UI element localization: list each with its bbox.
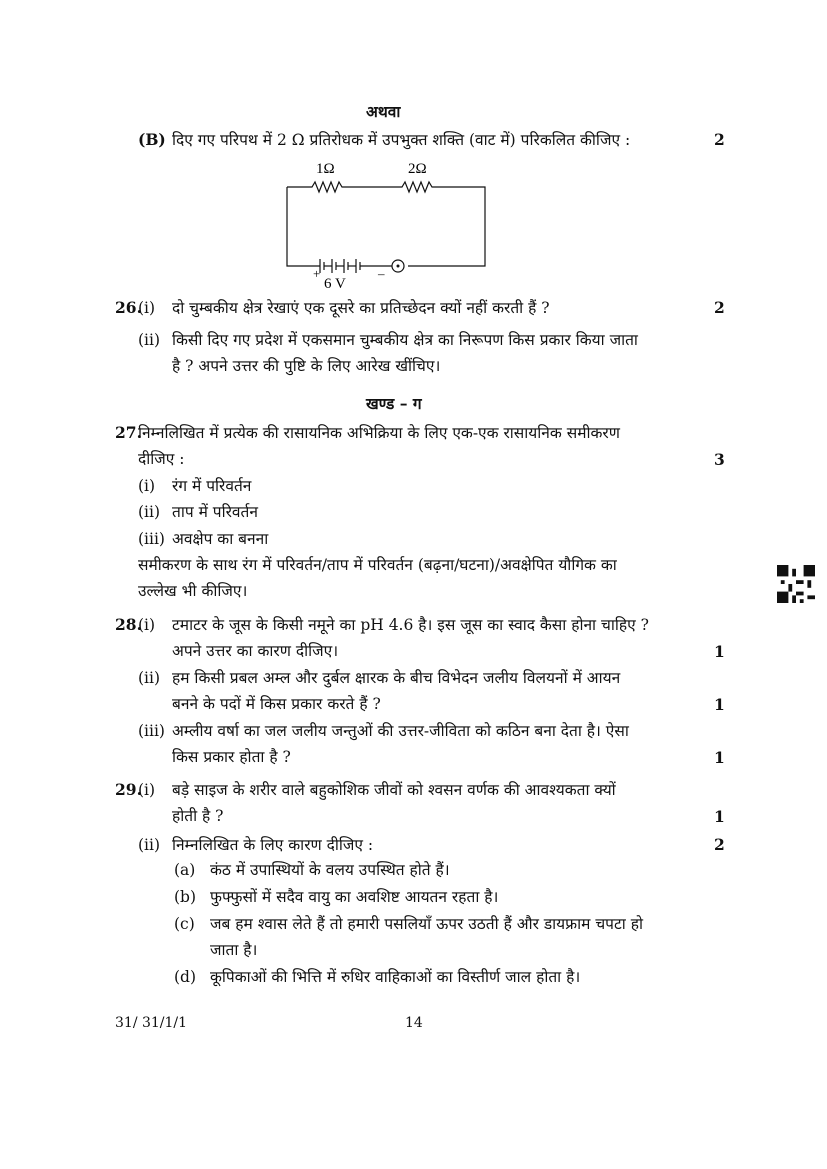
q28-iii-text: अम्लीय वर्षा का जल जलीय जन्तुओं की उत्तर-जीविता को कठिन बना देता है। ऐसा bbox=[172, 722, 629, 740]
q26-marks: 2 bbox=[714, 298, 725, 317]
q29-c-text: जब हम श्वास लेते हैं तो हमारी पसलियाँ ऊपर उठती हैं और डायफ्राम चपटा हो bbox=[210, 915, 643, 933]
q29-b-label: (b) bbox=[174, 888, 197, 906]
q27-marks: 3 bbox=[714, 450, 725, 469]
q26-ii-text: किसी दिए गए प्रदेश में एकसमान चुम्बकीय क्षेत्र का निरूपण किस प्रकार किया जाता bbox=[172, 331, 638, 349]
resistor-1-label: 1Ω bbox=[316, 161, 335, 177]
q27-note: समीकरण के साथ रंग में परिवर्तन/ताप में परिवर्तन (बढ़ना/घटना)/अवक्षेपित यौगिक का bbox=[138, 556, 617, 574]
q26-i-text: दो चुम्बकीय क्षेत्र रेखाएं एक दूसरे का प्रतिच्छेदन क्यों नहीं करती हैं ? bbox=[172, 299, 550, 317]
q29-c-label: (c) bbox=[174, 915, 195, 933]
minus-sign: – bbox=[378, 266, 385, 281]
q27-item-label: (iii) bbox=[138, 530, 165, 548]
q29-ii-label: (ii) bbox=[138, 836, 161, 854]
q27-item-label: (ii) bbox=[138, 503, 161, 521]
q27-item-text: अवक्षेप का बनना bbox=[172, 530, 269, 548]
q28-i-label: (i) bbox=[138, 616, 156, 634]
page-number: 14 bbox=[405, 1015, 423, 1031]
q29-a-text: कंठ में उपास्थियों के वलय उपस्थित होते हैं। bbox=[210, 861, 450, 879]
q29-a-label: (a) bbox=[174, 861, 196, 879]
q28-iii-label: (iii) bbox=[138, 722, 165, 740]
q27-note-cont: उल्लेख भी कीजिए। bbox=[138, 582, 248, 600]
q25b-label: (B) bbox=[138, 130, 166, 149]
q28-ii-text: हम किसी प्रबल अम्ल और दुर्बल क्षारक के बीच विभेदन जलीय विलयनों में आयन bbox=[172, 669, 621, 687]
q28-i-text-cont: अपने उत्तर का कारण दीजिए। bbox=[172, 642, 339, 660]
qr-code-icon bbox=[776, 565, 816, 603]
q29-ii-text: निम्नलिखित के लिए कारण दीजिए : bbox=[172, 836, 374, 854]
wire-top-right bbox=[287, 182, 485, 266]
q29-number: 29. bbox=[115, 780, 142, 799]
q27-text: निम्नलिखित में प्रत्येक की रासायनिक अभिक्रिया के लिए एक-एक रासायनिक समीकरण bbox=[138, 424, 620, 442]
q29-i-text: बड़े साइज के शरीर वाले बहुकोशिक जीवों को श्वसन वर्णक की आवश्यकता क्यों bbox=[172, 781, 616, 799]
q28-iii-text-cont: किस प्रकार होता है ? bbox=[172, 748, 291, 766]
q29-b-text: फुफ्फुसों में सदैव वायु का अवशिष्ट आयतन रहता है। bbox=[210, 888, 499, 906]
q29-d-text: कूपिकाओं की भित्ति में रुधिर वाहिकाओं का विस्तीर्ण जाल होता है। bbox=[210, 968, 581, 986]
q28-i-marks: 1 bbox=[714, 642, 725, 661]
q29-ii-marks: 2 bbox=[714, 835, 725, 854]
q27-number: 27. bbox=[115, 423, 142, 442]
paper-code: 31/ 31/1/1 bbox=[115, 1015, 188, 1031]
q27-item-text: ताप में परिवर्तन bbox=[172, 503, 258, 521]
q29-i-marks: 1 bbox=[714, 807, 725, 826]
q28-iii-marks: 1 bbox=[714, 748, 725, 767]
section-heading: खण्ड – ग bbox=[366, 394, 422, 413]
resistor-2-label: 2Ω bbox=[408, 161, 427, 177]
q27-item-text: रंग में परिवर्तन bbox=[172, 477, 252, 495]
or-heading: अथवा bbox=[366, 102, 401, 121]
battery-label: 6 V bbox=[324, 276, 346, 290]
q28-ii-label: (ii) bbox=[138, 669, 161, 687]
q29-c-text-cont: जाता है। bbox=[210, 941, 258, 959]
q29-i-label: (i) bbox=[138, 781, 156, 799]
q28-ii-marks: 1 bbox=[714, 695, 725, 714]
q27-item-label: (i) bbox=[138, 477, 156, 495]
q26-ii-label: (ii) bbox=[138, 331, 161, 349]
q28-i-text: टमाटर के जूस के किसी नमूने का pH 4.6 है। इस जूस का स्वाद कैसा होना चाहिए ? bbox=[172, 616, 649, 634]
wire-left bbox=[287, 187, 320, 266]
q26-i-label: (i) bbox=[138, 299, 156, 317]
q29-i-text-cont: होती है ? bbox=[172, 807, 224, 825]
q26-number: 26. bbox=[115, 298, 142, 317]
q26-ii-text-cont: है ? अपने उत्तर की पुष्टि के लिए आरेख खींचिए। bbox=[172, 357, 441, 375]
q28-ii-text-cont: बनने के पदों में किस प्रकार करते हैं ? bbox=[172, 695, 381, 713]
q29-d-label: (d) bbox=[174, 968, 197, 986]
q28-number: 28. bbox=[115, 615, 142, 634]
plus-sign: + bbox=[313, 266, 321, 281]
q27-text-cont: दीजिए : bbox=[138, 450, 185, 468]
circuit-diagram bbox=[280, 155, 495, 290]
q25b-marks: 2 bbox=[714, 130, 725, 149]
q25b-text: दिए गए परिपथ में 2 Ω प्रतिरोधक में उपभुक्त शक्ति (वाट में) परिकलित कीजिए : bbox=[172, 131, 631, 149]
